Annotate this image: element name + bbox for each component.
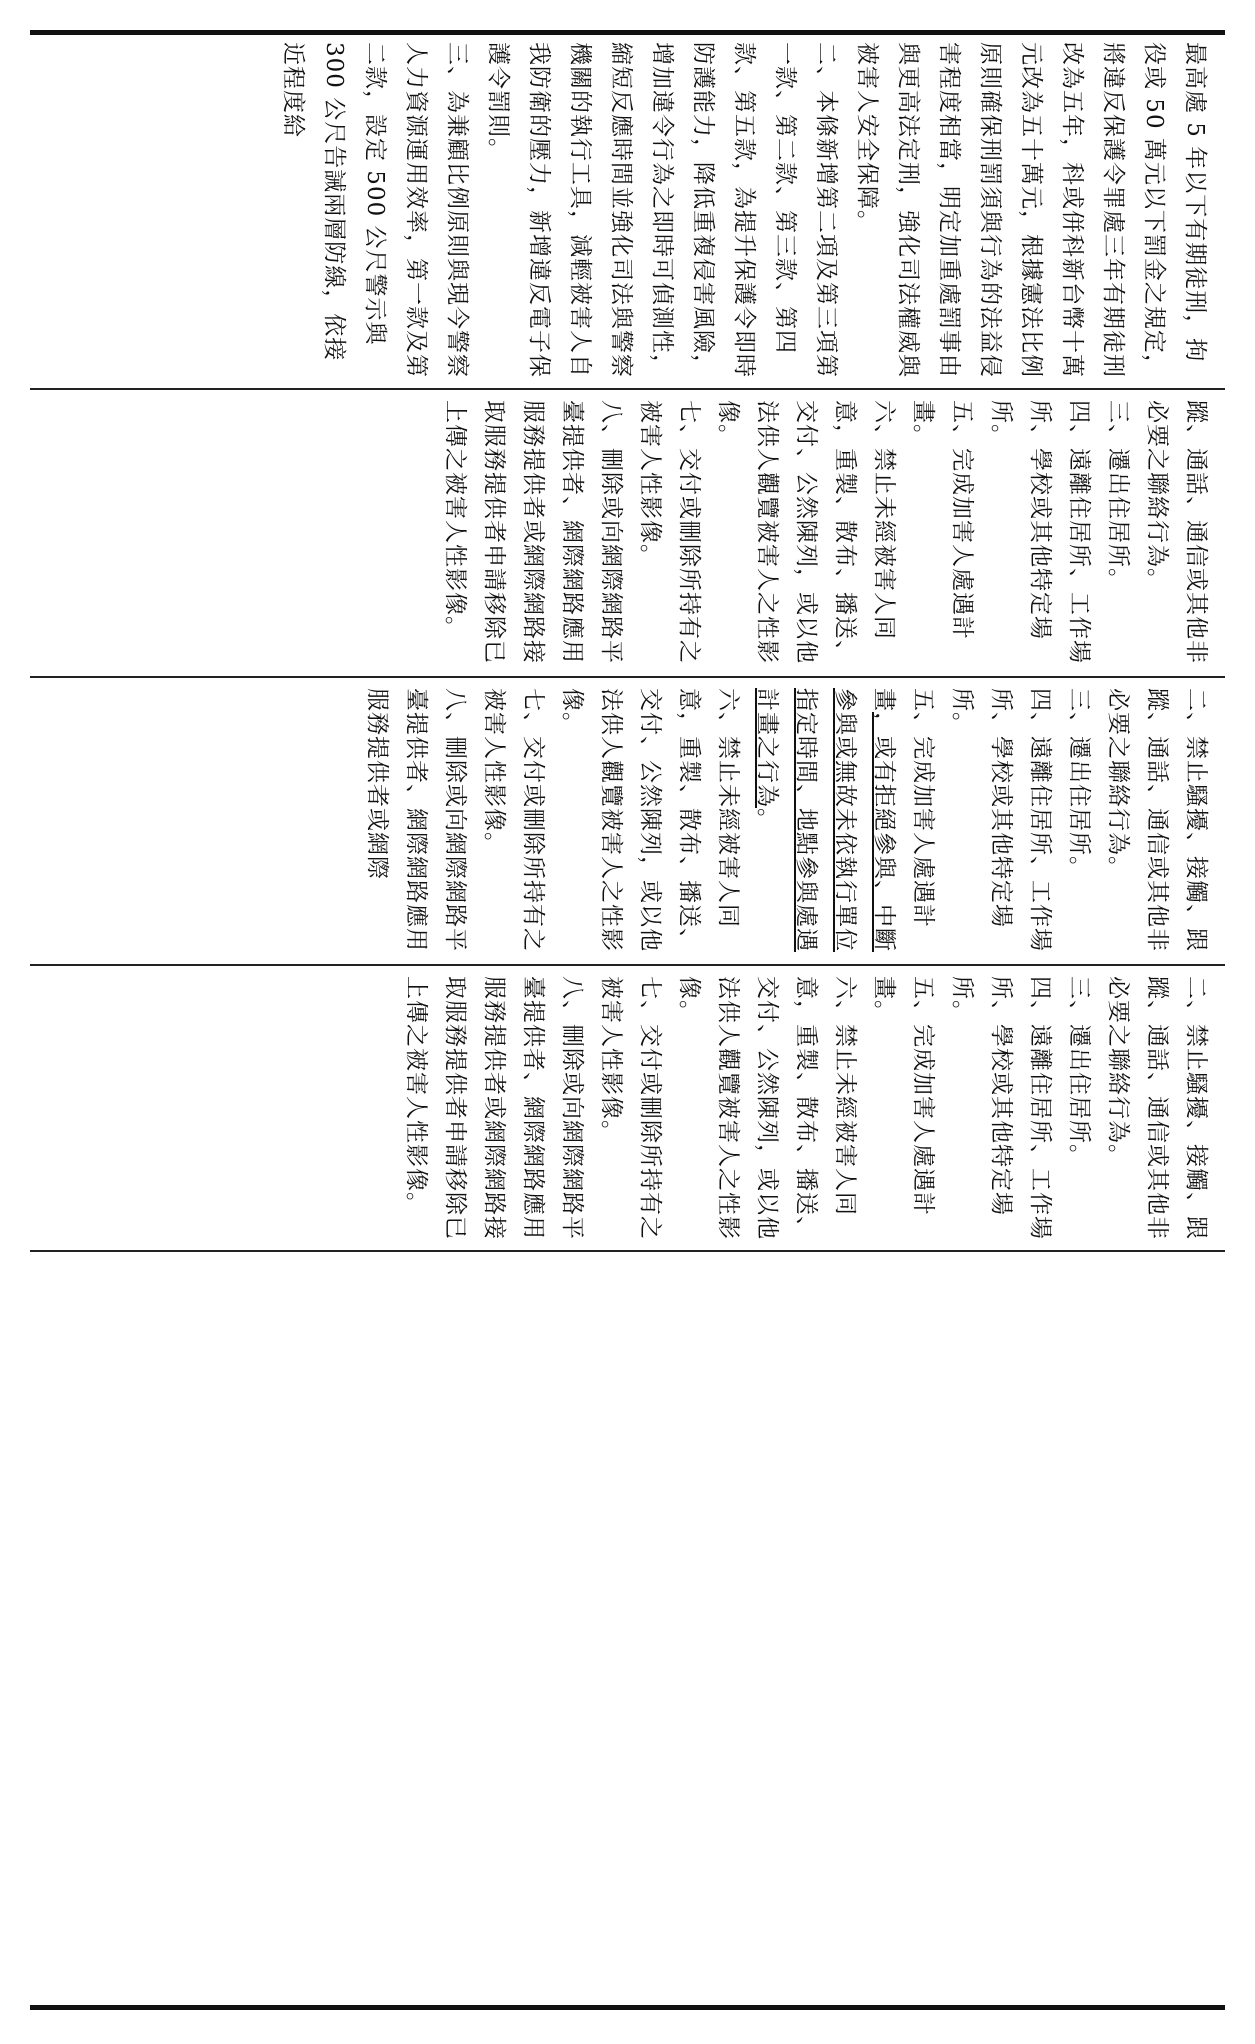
row-1-para-2: 二、本條新增第二項及第三項第一款、第二款、第三款、第四款、第五款，為提升保護令即時防護能力，降低重複侵害風險，增加違令行為之即時可偵測性，縮短反應時間並強化司法與警察機關的執行工具，減輕被害人自我防衛的壓力，新增違反電子保護令罰則。	[485, 42, 839, 378]
row-1	[30, 34, 1225, 386]
row-4-para-6: 七、交付或刪除所持有之被害人性影像。	[598, 976, 663, 1240]
row-4-para-5: 六、禁止未經被害人同意，重製、散布、播送、交付、公然陳列，或以他法供人觀覽被害人之性影像。	[676, 976, 858, 1240]
row-3-para-6: 八、刪除或向網際網路平臺提供者、網際網路應用服務提供者或網際	[364, 688, 468, 952]
row-2-para-1: 蹤、通話、通信或其他非必要之聯絡行為。	[1144, 400, 1209, 664]
row-2-text	[30, 392, 1225, 674]
row-3-item5-suffix: 。	[754, 808, 780, 832]
row-1-para-1: 最高處 5 年以下有期徒刑，拘役或 50 萬元以下罰金之規定，將違反保護令罪處三年有期徒刑改為五年，科或併科新台幣十萬元改為五十萬元，根據憲法比例原則確保刑罰須與行為的法益侵害程度相當，明定加重處罰事由與更高法定刑，強化司法權威與被害人安全保障。	[854, 42, 1208, 378]
row-4-para-1: 二、禁止騷擾、接觸、跟蹤、通話、通信或其他非必要之聯絡行為。	[1105, 976, 1209, 1240]
row-3-para-3: 四、遠離住居所、工作場所、學校或其他特定場所。	[949, 688, 1053, 952]
row-2-para-6: 七、交付或刪除所持有之被害人性影像。	[637, 400, 702, 664]
row-3-text	[30, 680, 1225, 962]
row-1-text	[30, 34, 1225, 386]
row-4-para-7: 八、刪除或向網際網路平臺提供者、網際網路應用服務提供者或網際網路接取服務提供者申請移除已上傳之被害人性影像。	[403, 976, 585, 1240]
row-3-para-4: 六、禁止未經被害人同意，重製、散布、播送、交付、公然陳列，或以他法供人觀覽被害人之性影像。	[559, 688, 741, 952]
row-2-para-4: 五、完成加害人處遇計畫。	[910, 400, 975, 640]
row-1-para-3: 三、為兼顧比例原則與現今警察人力資源運用效率，第一款及第二款，設定 500 公尺警示與 300 公尺告誡兩層防線，依接近程度給	[280, 42, 470, 378]
row-3-para-item5	[747, 688, 942, 954]
bottom-rule	[30, 2005, 1225, 2010]
row-divider-2	[30, 676, 1225, 678]
row-3-para-1: 二、禁止騷擾、接觸、跟蹤、通話、通信或其他非必要之聯絡行為。	[1105, 688, 1209, 952]
row-3-item5-amendment: ，或有拒絕參與、中斷參與或無故未依執行單位指定時間、地點參與處遇計畫之行為	[754, 688, 897, 952]
row-divider-4	[30, 1250, 1225, 1252]
row-2-para-7: 八、刪除或向網際網路平臺提供者、網際網路應用服務提供者或網際網路接取服務提供者申請移除已上傳之被害人性影像。	[442, 400, 624, 664]
row-4-para-3: 四、遠離住居所、工作場所、學校或其他特定場所。	[949, 976, 1053, 1240]
row-divider-3	[30, 964, 1225, 966]
row-3-item5-prefix: 五、完成加害人處遇計畫	[871, 688, 936, 928]
row-4-para-4: 五、完成加害人處遇計畫。	[871, 976, 936, 1216]
row-divider-1	[30, 388, 1225, 390]
row-3-para-2: 三、遷出住居所。	[1066, 688, 1092, 880]
row-4-text	[30, 968, 1225, 1248]
row-2	[30, 392, 1225, 674]
row-3	[30, 680, 1225, 962]
row-3-para-5: 七、交付或刪除所持有之被害人性影像。	[481, 688, 546, 952]
row-4-para-2: 三、遷出住居所。	[1066, 976, 1092, 1168]
row-2-para-2: 三、遷出住居所。	[1105, 400, 1131, 592]
row-4	[30, 968, 1225, 1248]
row-2-para-5: 六、禁止未經被害人同意，重製、散布、播送、交付、公然陳列，或以他法供人觀覽被害人之性影像。	[715, 400, 897, 664]
row-2-para-3: 四、遠離住居所、工作場所、學校或其他特定場所。	[988, 400, 1092, 664]
